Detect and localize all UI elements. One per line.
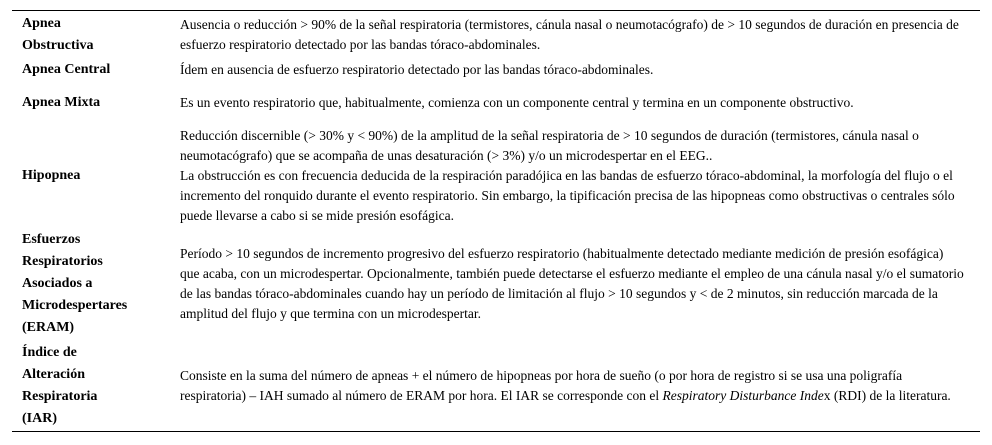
table-row-apnea-obstructiva <box>12 11 980 59</box>
definition-cell <box>170 366 980 406</box>
definition-cell <box>170 244 980 324</box>
table-row-apnea-mixta <box>12 81 980 125</box>
table-row-iar <box>12 341 980 431</box>
term-line: Apnea <box>22 16 61 31</box>
definition-italic-term: Respiratory Disturbance Inde <box>662 388 824 403</box>
term-line: Apnea Mixta <box>22 95 101 110</box>
definition-text-part: Consiste en la suma del número de apneas + el número de hipopneas por hora de sueño (o por hora de registro si se usa una poligrafía respiratoria) – IAH sumado al número de ERAM por hora. El IAR se corresponde con el <box>180 368 903 403</box>
term-line: Índice de <box>22 345 77 360</box>
term-line: (IAR) <box>22 411 57 426</box>
term-line: Asociados a <box>22 276 93 291</box>
definition-cell <box>170 126 980 226</box>
term-cell <box>12 13 170 57</box>
definition-text: Ídem en ausencia de esfuerzo respiratorio detectado por las bandas tóraco-abdominales. <box>180 62 654 77</box>
definition-text: Reducción discernible (> 30% y < 90%) de la amplitud de la señal respiratoria de > 10 segundos de duración (termistores, cánula nasal o neumotacógrafo) que se acompaña de unas desaturación (> 3%) y/o un microdespertar en el EEG.. <box>180 128 919 163</box>
term-line: Respiratoria <box>22 389 98 404</box>
term-line: Alteración <box>22 367 85 382</box>
term-line: Respiratorios <box>22 254 103 269</box>
term-line: Microdespertares <box>22 298 128 313</box>
term-cell <box>12 92 170 114</box>
term-cell <box>12 229 170 339</box>
definition-text <box>180 366 964 406</box>
term-line: (ERAM) <box>22 320 75 335</box>
table-row-eram <box>12 227 980 341</box>
definition-cell <box>170 93 980 113</box>
term-line: Hipopnea <box>22 168 81 183</box>
term-line: Apnea Central <box>22 62 111 77</box>
definitions-table <box>12 10 980 432</box>
term-line: Obstructiva <box>22 38 94 53</box>
definition-cell <box>170 60 980 80</box>
term-cell <box>12 59 170 81</box>
definition-text: Es un evento respiratorio que, habitualmente, comienza con un componente central y termina en un componente obstructivo. <box>180 95 854 110</box>
term-cell <box>12 342 170 430</box>
definition-text: Ausencia o reducción > 90% de la señal respiratoria (termistores, cánula nasal o neumotacógrafo) de > 10 segundos de duración en presencia de esfuerzo respiratorio detectado por las bandas tóraco-abdominales. <box>180 17 959 52</box>
term-cell <box>12 165 170 187</box>
definition-text-part: x (RDI) de la literatura. <box>823 388 951 403</box>
definition-cell <box>170 15 980 55</box>
term-line: Esfuerzos <box>22 232 81 247</box>
table-row-hipopnea <box>12 125 980 227</box>
definition-text: Período > 10 segundos de incremento progresivo del esfuerzo respiratorio (habitualmente detectado mediante medición de presión esofágica) que acaba, con un microdespertar. Opcionalmente, también puede detectarse el esfuerzo mediante el empleo de una cánula nasal y/o el sumatorio de las bandas tóraco-abdominales cuando hay un período de limitación al flujo > 10 segundos y < de 2 minutos, sin reducción marcada de la amplitud del flujo y que termina con un microdespertar. <box>180 246 964 321</box>
definition-text: La obstrucción es con frecuencia deducida de la respiración paradójica en las bandas de esfuerzo tóraco-abdominal, la morfología del flujo o el incremento del ronquido durante el evento respiratorio. Sin embargo, la tipificación precisa de las hipopneas como obstructivas o centrales sólo puede llevarse a cabo si se mide presión esofágica. <box>180 168 955 223</box>
table-row-apnea-central <box>12 59 980 81</box>
